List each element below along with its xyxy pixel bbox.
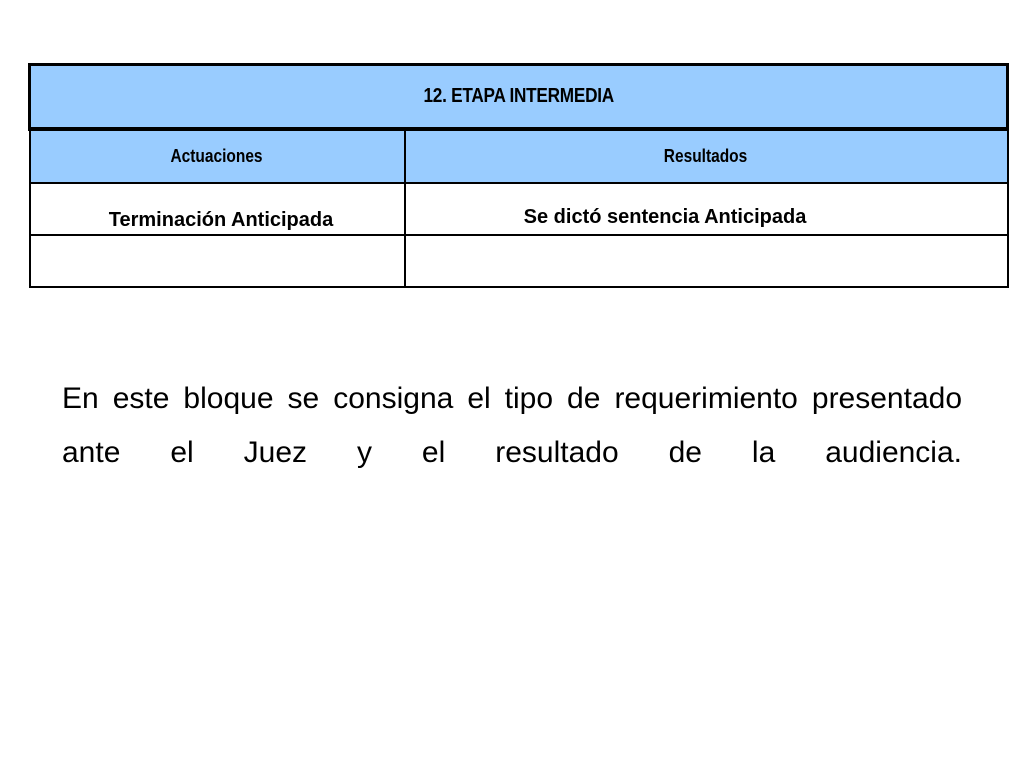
explanation-paragraph: En este bloque se consigna el tipo de requerimiento presentado ante el Juez y el resultado de la audiencia. <box>62 382 962 469</box>
table-title-row <box>30 65 1008 130</box>
resultado-cell <box>405 235 1008 287</box>
table-row <box>30 183 1008 235</box>
column-header-actuaciones: Actuaciones <box>30 129 405 183</box>
etapa-intermedia-table <box>28 63 1009 288</box>
table-title-cell <box>30 65 1008 130</box>
resultado-text: Se dictó sentencia Anticipada <box>523 205 807 228</box>
actuacion-text: Terminación Anticipada <box>108 208 334 231</box>
table-row <box>30 235 1008 287</box>
table-header-row <box>30 129 1008 183</box>
actuacion-cell <box>30 183 405 235</box>
actuacion-cell <box>30 235 405 287</box>
resultado-cell <box>405 183 1008 235</box>
column-header-resultados: Resultados <box>405 129 1008 183</box>
table-title: 12. ETAPA INTERMEDIA <box>423 85 614 107</box>
